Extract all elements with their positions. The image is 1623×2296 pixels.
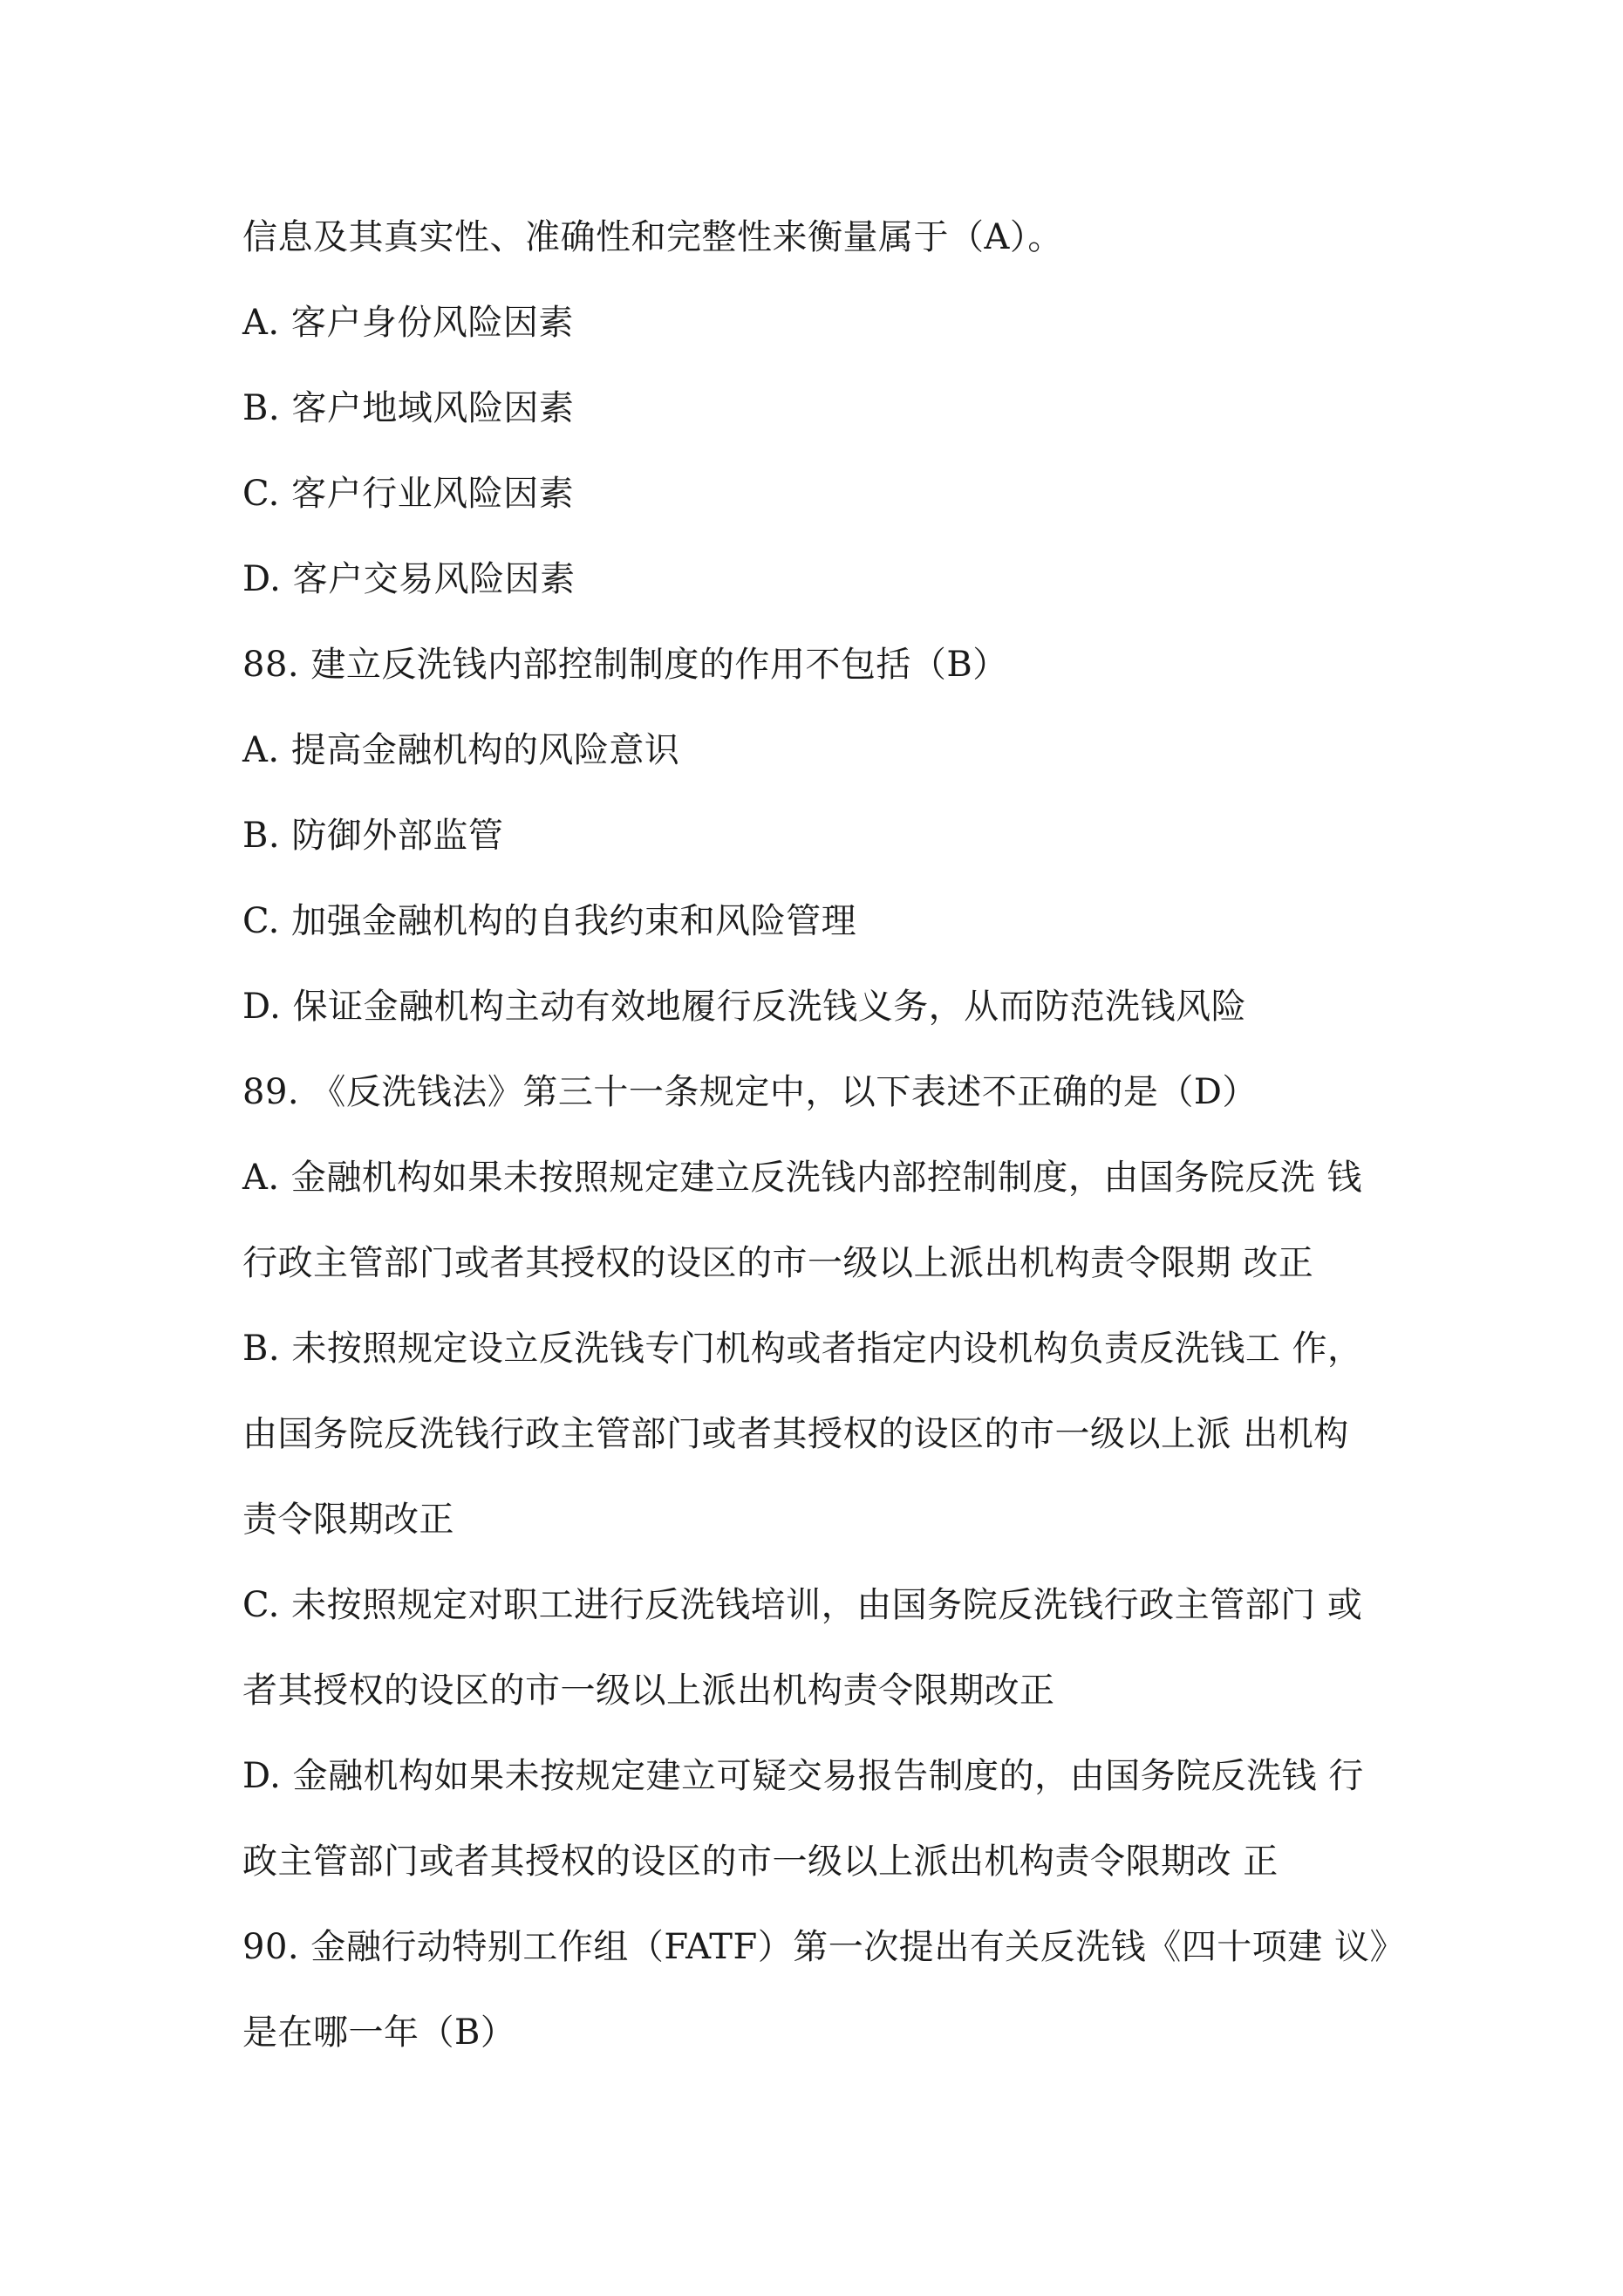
option-c-continued: 者其授权的设区的市一级以上派出机构责令限期改正	[242, 1671, 1055, 1711]
option-d: D. 保证金融机构主动有效地履行反洗钱义务，从而防范洗钱风险	[242, 987, 1247, 1027]
question-90-continued: 是在哪一年（B）	[242, 2012, 516, 2053]
option-d: D. 客户交易风险因素	[242, 559, 576, 599]
option-a-continued: 行政主管部门或者其授权的设区的市一级以上派出机构责令限期 改正	[242, 1243, 1314, 1283]
option-b: B. 客户地域风险因素	[242, 388, 575, 428]
option-c: C. 未按照规定对职工进行反洗钱培训，由国务院反洗钱行政主管部门 或	[242, 1585, 1363, 1625]
question-89: 89. 《反洗钱法》第三十一条规定中，以下表述不正确的是（D）	[242, 1072, 1258, 1112]
option-a: A. 客户身份风险因素	[242, 303, 574, 343]
option-c: C. 客户行业风险因素	[242, 474, 575, 514]
text-line: 信息及其真实性、准确性和完整性来衡量属于（A）。	[242, 217, 1063, 257]
option-d-continued: 政主管部门或者其授权的设区的市一级以上派出机构责令限期改 正	[242, 1842, 1279, 1882]
option-d: D. 金融机构如果未按规定建立可疑交易报告制度的，由国务院反洗钱 行	[242, 1756, 1364, 1796]
option-a: A. 金融机构如果未按照规定建立反洗钱内部控制制度，由国务院反洗 钱	[242, 1158, 1363, 1198]
option-b-continued: 责令限期改正	[242, 1500, 454, 1540]
option-c: C. 加强金融机构的自我约束和风险管理	[242, 901, 857, 941]
question-88: 88. 建立反洗钱内部控制制度的作用不包括（B）	[242, 645, 1008, 685]
option-b: B. 未按照规定设立反洗钱专门机构或者指定内设机构负责反洗钱工 作，	[242, 1329, 1363, 1369]
option-a: A. 提高金融机构的风险意识	[242, 730, 680, 770]
question-90: 90. 金融行动特别工作组（FATF）第一次提出有关反洗钱《四十项建 议》	[242, 1927, 1405, 1967]
option-b: B. 防御外部监管	[242, 816, 504, 856]
option-b-continued: 由国务院反洗钱行政主管部门或者其授权的设区的市一级以上派 出机构	[242, 1414, 1349, 1454]
